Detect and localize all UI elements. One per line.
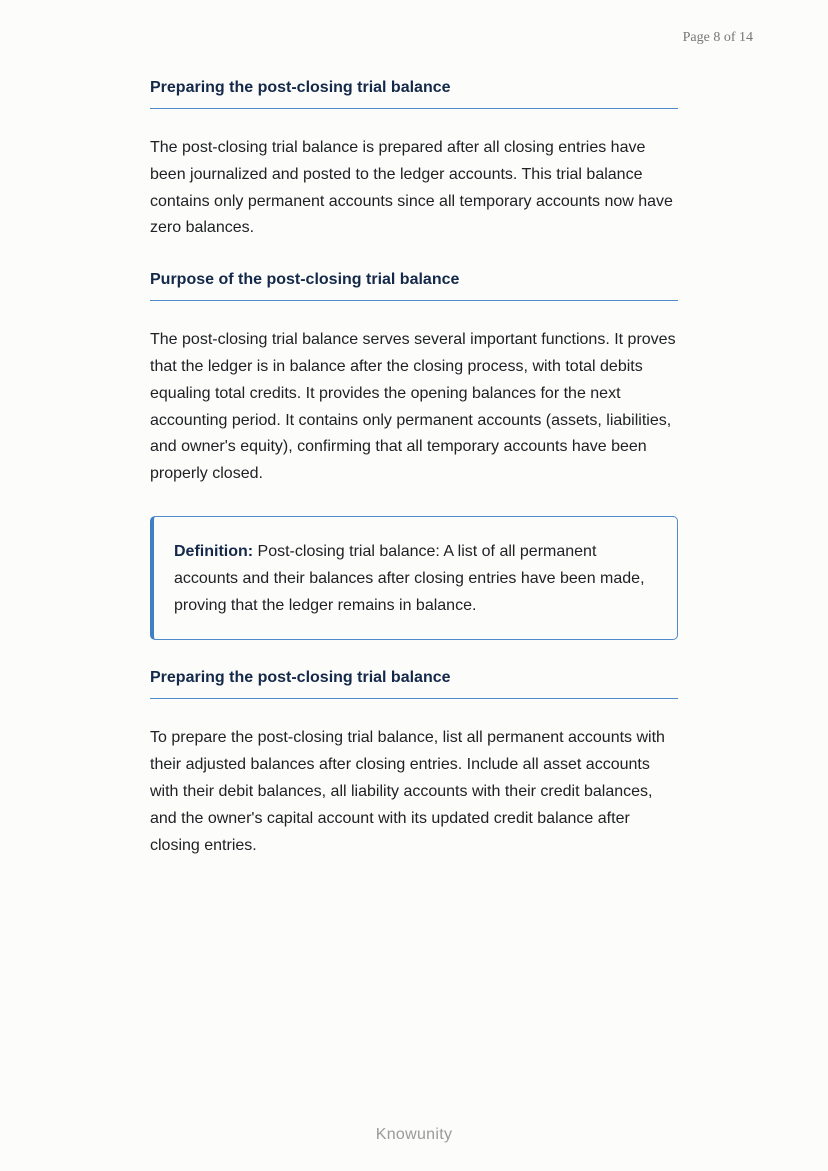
definition-box: [150, 516, 678, 640]
section-heading-preparing: Preparing the post-closing trial balance: [150, 78, 678, 109]
footer-brand: Knowunity: [375, 1126, 453, 1143]
definition-text: Post-closing trial balance: A list of all permanent accounts and their balances after closing entries have been made, proving that the ledger remains in balance.: [174, 542, 645, 614]
section-paragraph-purpose: The post-closing trial balance serves several important functions. It proves that the ledger is in balance after the closing process, with total debits equaling total credits. It provides the opening balances for the next accounting period. It contains only permanent accounts (assets, liabilities, and owner's equity), confirming that all temporary accounts have been properly closed.: [150, 331, 676, 483]
section-paragraph-preparing-steps: To prepare the post-closing trial balance, list all permanent accounts with their adjusted balances after closing entries. Include all asset accounts with their debit balances, all liability accounts with their credit balances, and the owner's capital account with its updated credit balance after closing entries.: [150, 729, 665, 854]
section-heading-preparing-steps: Preparing the post-closing trial balance: [150, 668, 678, 699]
section-paragraph-preparing: The post-closing trial balance is prepared after all closing entries have been journalized and posted to the ledger accounts. This trial balance contains only permanent accounts since all temporary accounts now have zero balances.: [150, 139, 673, 237]
page-number: Page 8 of 14: [682, 30, 753, 45]
definition-content: [174, 539, 657, 619]
document-content: [150, 78, 678, 887]
definition-term: Definition:: [174, 542, 254, 560]
section-heading-purpose: Purpose of the post-closing trial balance: [150, 270, 678, 301]
